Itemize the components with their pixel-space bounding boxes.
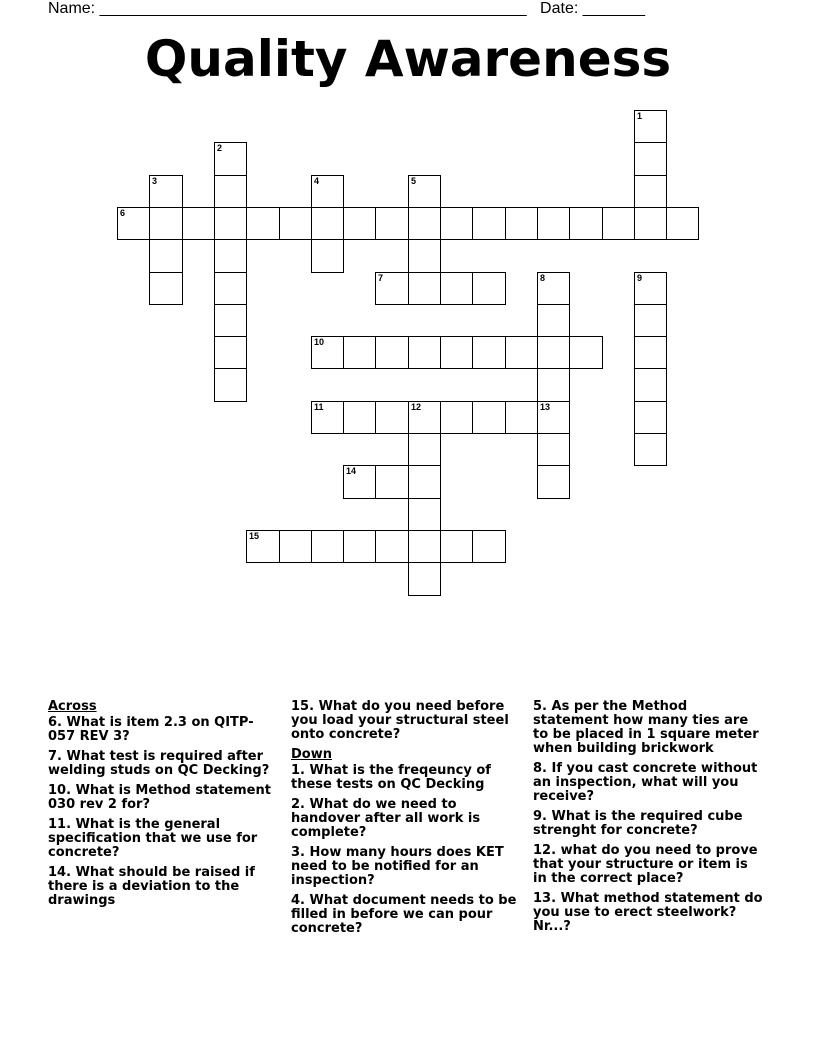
clue-num: 2. [291, 797, 305, 812]
clues-column-2 [291, 700, 523, 942]
grid-cell[interactable] [408, 562, 441, 596]
clue-heading: Across [48, 699, 97, 714]
clue-number: 2 [217, 143, 223, 153]
grid-cell[interactable] [408, 498, 441, 531]
clue-num: 11. [48, 817, 72, 832]
clues-column-3 [533, 700, 765, 940]
clue-num: 15. [291, 699, 315, 714]
clue-number: 5 [411, 176, 417, 186]
clue-number: 8 [540, 273, 546, 283]
grid-cell[interactable] [634, 272, 667, 305]
clue-number: 11 [314, 402, 324, 412]
grid-cell[interactable] [440, 207, 473, 240]
grid-cell[interactable] [311, 207, 344, 240]
clue [48, 784, 280, 812]
grid-cell[interactable] [214, 304, 247, 337]
grid-cell[interactable] [214, 142, 247, 176]
clue-heading: Down [291, 747, 332, 762]
clue-number: 3 [152, 176, 158, 186]
grid-cell[interactable] [505, 336, 538, 369]
grid-cell[interactable] [666, 207, 699, 240]
date-line[interactable]: _______ [582, 0, 646, 17]
grid-cell[interactable] [375, 401, 409, 434]
page-title: Quality Awareness [144, 30, 672, 88]
grid-cell[interactable] [279, 207, 312, 240]
clue-text: What is item 2.3 on QITP-057 REV 3? [48, 715, 254, 744]
clue [533, 810, 765, 838]
grid-cell[interactable] [472, 336, 506, 369]
grid-cell[interactable] [537, 272, 570, 305]
grid-cell[interactable] [149, 207, 183, 240]
grid-cell[interactable] [602, 207, 635, 240]
name-label: Name: [48, 0, 96, 17]
grid-cell[interactable] [375, 530, 409, 563]
clue [48, 818, 280, 860]
clue-number: 6 [120, 208, 126, 218]
clue-number: 1 [637, 111, 643, 121]
clue-num: 9. [533, 809, 547, 824]
grid-cell[interactable] [311, 239, 344, 273]
grid-cell[interactable] [214, 207, 247, 240]
clue-num: 5. [533, 699, 547, 714]
grid-cell[interactable] [408, 433, 441, 466]
grid-cell[interactable] [311, 401, 344, 434]
grid-cell[interactable] [375, 465, 409, 499]
clue [48, 750, 280, 778]
grid-cell[interactable] [537, 336, 570, 369]
clue [291, 798, 523, 840]
clue-text: What do you need before you load your structural steel onto concrete? [291, 699, 509, 742]
grid-cell[interactable] [408, 530, 441, 563]
clue-number: 10 [314, 337, 325, 347]
grid-cell[interactable] [472, 207, 506, 240]
grid-cell[interactable] [408, 465, 441, 499]
grid-cell[interactable] [408, 239, 441, 273]
clue-num: 8. [533, 761, 547, 776]
clue [48, 716, 280, 744]
grid-cell[interactable] [214, 368, 247, 402]
clue [48, 866, 280, 908]
grid-cell[interactable] [375, 207, 409, 240]
clue [533, 892, 765, 934]
grid-cell[interactable] [634, 175, 667, 208]
clue-text: What is the freqeuncy of these tests on QC Decking [291, 763, 491, 792]
grid-cell[interactable] [569, 336, 603, 369]
clue-text: If you cast concrete without an inspection, what will you receive? [533, 761, 758, 804]
name-line[interactable]: ________________________________________________ [99, 0, 527, 17]
grid-cell[interactable] [182, 207, 215, 240]
clue-text: As per the Method statement how many ties are to be placed in 1 square meter when building brickwork [533, 699, 759, 756]
clue [291, 846, 523, 888]
clue-text: How many hours does KET need to be notified for an inspection? [291, 845, 504, 888]
clue-text: What should be raised if there is a deviation to the drawings [48, 865, 255, 908]
clue-number: 7 [378, 273, 384, 283]
clue [533, 762, 765, 804]
grid-cell[interactable] [408, 272, 441, 305]
clue-num: 1. [291, 763, 305, 778]
clue-num: 12. [533, 843, 557, 858]
clue-text: What method statement do you use to erect steelwork? Nr...? [533, 891, 763, 934]
date-label: Date: [540, 0, 579, 17]
grid-cell[interactable] [634, 401, 667, 434]
clue-number: 9 [637, 273, 643, 283]
clue-text: what do you need to prove that your structure or item is in the correct place? [533, 843, 758, 886]
grid-cell[interactable] [569, 207, 603, 240]
grid-cell[interactable] [537, 401, 570, 434]
grid-cell[interactable] [634, 336, 667, 369]
clue [291, 700, 523, 742]
clue [533, 844, 765, 886]
grid-cell[interactable] [408, 336, 441, 369]
grid-cell[interactable] [311, 175, 344, 208]
grid-cell[interactable] [537, 207, 570, 240]
clue-num: 6. [48, 715, 62, 730]
clue-text: What is Method statement 030 rev 2 for? [48, 783, 271, 812]
clue-number: 4 [314, 176, 320, 186]
clue-text: What do we need to handover after all work is complete? [291, 797, 481, 840]
grid-cell[interactable] [634, 368, 667, 402]
grid-cell[interactable] [149, 239, 183, 273]
grid-cell[interactable] [149, 175, 183, 208]
grid-cell[interactable] [408, 207, 441, 240]
grid-cell[interactable] [343, 336, 376, 369]
grid-cell[interactable] [343, 530, 376, 563]
clue-num: 13. [533, 891, 557, 906]
grid-cell[interactable] [214, 272, 247, 305]
grid-cell[interactable] [472, 272, 506, 305]
grid-cell[interactable] [634, 142, 667, 176]
grid-cell[interactable] [246, 207, 280, 240]
grid-cell[interactable] [634, 207, 667, 240]
clue-num: 10. [48, 783, 72, 798]
grid-cell[interactable] [375, 336, 409, 369]
grid-cell[interactable] [537, 368, 570, 402]
grid-cell[interactable] [214, 336, 247, 369]
grid-cell[interactable] [311, 530, 344, 563]
clue-num: 7. [48, 749, 62, 764]
clue [291, 894, 523, 936]
grid-cell[interactable] [375, 272, 409, 305]
clue [533, 700, 765, 756]
grid-cell[interactable] [472, 401, 506, 434]
grid-cell[interactable] [246, 530, 280, 563]
clue-text: What test is required after welding studs on QC Decking? [48, 749, 270, 778]
grid-cell[interactable] [343, 401, 376, 434]
grid-cell[interactable] [117, 207, 150, 240]
clue-number: 15 [249, 531, 260, 541]
grid-cell[interactable] [440, 401, 473, 434]
clue-text: What is the required cube strenght for concrete? [533, 809, 743, 838]
grid-cell[interactable] [279, 530, 312, 563]
grid-cell[interactable] [634, 304, 667, 337]
grid-cell[interactable] [343, 465, 376, 499]
grid-cell[interactable] [440, 336, 473, 369]
clue [291, 764, 523, 792]
grid-cell[interactable] [537, 304, 570, 337]
grid-cell[interactable] [214, 175, 247, 208]
clues-column-1 [48, 700, 280, 914]
grid-cell[interactable] [440, 530, 473, 563]
clue-text: What is the general specification that we use for concrete? [48, 817, 258, 860]
clue-number: 13 [540, 402, 551, 412]
clue-num: 3. [291, 845, 305, 860]
grid-cell[interactable] [408, 401, 441, 434]
grid-cell[interactable] [472, 530, 506, 563]
grid-cell[interactable] [440, 272, 473, 305]
grid-cell[interactable] [149, 272, 183, 305]
grid-cell[interactable] [505, 401, 538, 434]
clue-num: 14. [48, 865, 72, 880]
grid-cell[interactable] [343, 207, 376, 240]
grid-cell[interactable] [505, 207, 538, 240]
grid-cell[interactable] [214, 239, 247, 273]
grid-cell[interactable] [634, 110, 667, 143]
grid-cell[interactable] [311, 336, 344, 369]
grid-cell[interactable] [408, 175, 441, 208]
clue-number: 12 [411, 402, 422, 412]
clue-text: What document needs to be filled in before we can pour concrete? [291, 893, 517, 936]
clue-number: 14 [346, 466, 357, 476]
clue-num: 4. [291, 893, 305, 908]
grid-cell[interactable] [537, 433, 570, 466]
grid-cell[interactable] [537, 465, 570, 499]
grid-cell[interactable] [634, 433, 667, 466]
